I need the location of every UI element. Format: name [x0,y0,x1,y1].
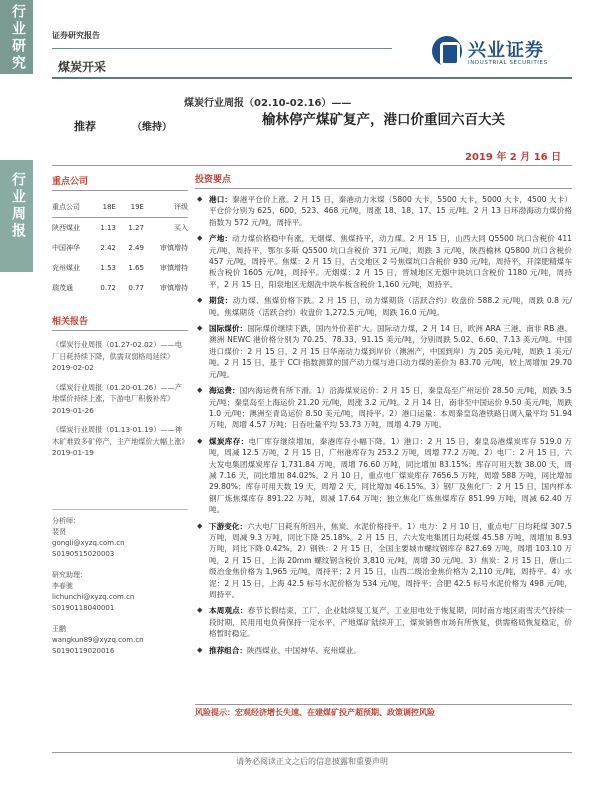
left-sidebar [0,0,33,800]
report-subtitle: 煤炭行业周报（02.10-02.16）—— [184,98,352,109]
analyst-role: 分析师： [52,516,80,525]
analyst-entry [52,624,188,657]
footer-divider [52,752,572,753]
analyst-license: S0190119020016 [52,646,115,655]
related-reports [52,308,188,459]
col-header: 18E [92,197,120,218]
point-body: 秦港平仓价上涨。2 月 15 日，秦港动力末煤（5800 大卡，5500 大卡，5000 大卡，4500 大卡）平仓价分别为 625、600、523、468 元/吨，周涨 18、18、17、15 元/吨。2 月 13 日环渤海动力煤价格指数为 572 元/吨，周持平。 [209,195,572,227]
key-companies-title: 重点公司 [52,168,188,191]
point-head: 期货： [209,296,233,306]
company-rating: 审慎增持 [160,284,188,292]
analyst-name: 王鹏 [52,624,66,633]
report-title-block [52,88,572,134]
point-body: 国内海运费有所下滑。1）沿海煤炭运价：2 月 15 日，秦皇岛至广州运价 28.50 元/吨，周跌 3.5 元/吨；秦皇岛至上海运价 21.20 元/吨，周涨 3.2 元/吨。2 月 14 日，南非至中国运价 9.50 美元/吨，周跌 1.0 元/吨；澳洲至青岛运价 8.50 美元/吨，周持平。2）港口运量：本周秦皇岛港铁路日调入量平均 51.94 万吨，周增 4.57 万吨；日吞吐量平均 53.73 万吨，周增 4.79 万吨。 [209,386,572,430]
report-date: 2019 年 2 月 16 日 [465,152,562,163]
point-head: 下游变化： [209,521,248,531]
eps-18e: 0.72 [100,284,116,292]
rating: 推荐 [74,120,96,133]
company-rating: 审慎增持 [160,264,188,272]
investment-point [195,436,572,516]
table-row [52,258,188,278]
company-name: 瑞茂通 [52,284,73,292]
analyst-license: S0190118040001 [52,603,115,612]
investment-point [195,295,572,318]
point-body: 动力煤、焦煤价格下跌。2 月 15 日，动力煤期货（活跃合约）收盘价 588.2 元/吨，周跌 0.8 元/吨。焦煤期货（活跃合约）收盘价 1,272.5 元/吨，周跌 16.0 元/吨。 [209,296,572,317]
sidebar-mid-block [0,160,33,272]
point-head: 港口： [209,195,233,204]
header-divider [52,48,392,49]
analyst-email[interactable]: lichunchi@xyzq.com.cn [52,592,135,601]
left-column [52,168,188,667]
eps-19e: 1.65 [128,264,144,272]
investment-point [195,385,572,431]
investment-points [195,168,572,656]
table-header-row [52,197,188,218]
eps-19e: 2.49 [128,244,144,252]
point-body: 国际煤价继续下跌，国内外价差扩大。国际动力煤，2 月 14 日，欧洲 ARA 三港、南非 RB 港、澳洲 NEWC 港价格分别为 70.25、78.33、91.15 美元/吨，分别周跌 5.02、6.60、7.13 美元/吨。中国进口煤价：2 月 15 日，2 月 15 日华南动力煤到岸价（澳洲产，中国到岸）为 205 美元/吨，周跌 1 美元/吨。2 月 15 日，基于 CCI 指数测算的国产动力煤与进口动力煤的差价为 83.70 元/吨，较上周增加 29.70 元/吨。 [209,324,572,379]
col-header: 评级 [148,197,188,218]
section-divider [52,165,572,166]
analyst-list [52,509,188,657]
key-companies-table [52,197,188,298]
point-body: 春节长假结束，工厂、企业陆续复工复产，工业用电处于恢复期，同时南方地区雨雪天气持续一段时期，民用用电负荷保持一定水平，产地煤矿陆续开工，煤炭销售市场有所恢复，供需格局恢复稳定，价格暂时稳定。 [209,606,573,639]
point-body: 动力煤价格稳中有涨，无烟煤、焦煤持平，动力煤。2 月 15 日，山西大同 Q5500 坑口含税价 411 元/吨，周持平，鄂尔多斯 Q5500 坑口含税价 371 元/吨，周跌 3 元/吨，陕西榆林 Q5800 坑口含税价 457 元/吨，周持平。焦煤：2 月 15 日，古交地区 2 号焦煤坑口含税价 930 元/吨，周持平，开滦肥精煤车板含税价 1605 元/吨，周持平。无烟煤：2 月 15 日，晋城地区无烟中块坑口含税价 1180 元/吨，周持平，2 月 15 日，阳泉地区无烟洗中块车板含税价 1,160 元/吨，周持平。 [209,234,572,289]
company-name: 兖州煤业 [52,264,80,272]
analyst-email[interactable]: wangkun89@xyzq.com.cn [52,635,144,644]
report-type-label: 证券研究报告 [52,31,100,40]
point-body: 六大电厂日耗有所回升，焦炭、水泥价格持平。1）电力：2 月 10 日，重点电厂日均耗煤 307.5 万吨，周减 9.3 万吨，同比下降 25.18%。2 月 15 日，六大发电集团日均耗煤 45.58 万吨，周增加 8.93 万吨，同比下降 0.42%。2）钢铁：2 月 15 日，全国主要城市螺纹钢库存 827.69 万吨，周增 103.10 万吨，2 月 15 日，上海 20mm 螺纹钢含税价 3,810 元/吨，周增 30 元/吨。3）焦炭：2 月 15 日，唐山二级冶金焦价格为 1,965 元/吨，周持平；2 月 15 日，山西二级冶金焦价格为 2,110 元/吨，周持平。4）水泥：2 月 15 日，上海 42.5 标号水泥价格为 534 元/吨，周持平；合肥 42.5 标号水泥价格为 498 元/吨，周持平。 [209,521,573,599]
rating-note: （维持） [132,122,172,133]
eps-18e: 2.42 [100,244,116,252]
point-head: 国际煤价： [209,324,248,334]
report-title: 榆林停产煤矿复产，港口价重回六百大关 [262,112,505,128]
investment-point [195,233,572,290]
company-name: 中国神华 [52,244,80,252]
sidebar-mid-label: 行业周报 [10,172,26,240]
analyst-entry [52,516,188,560]
industry-category: 煤炭开采 [58,60,107,74]
point-head: 推荐组合： [209,645,247,655]
header-divider-thick [52,77,572,79]
investment-point [195,605,572,639]
investment-point [195,645,572,656]
analyst-name: 裴贤 [52,527,66,536]
related-report-link[interactable]: 《煤炭行业周报（01.13-01.19）——神木矿难致多矿停产，主产地煤价大幅上涨》2019-01-19 [52,425,185,457]
investment-point [195,323,572,380]
related-reports-title: 相关报告 [52,308,188,331]
logo-mark-icon [432,36,462,66]
eps-19e: 1.27 [128,224,144,232]
eps-19e: 0.77 [128,284,144,292]
company-rating: 审慎增持 [160,244,188,252]
company-name: 陕西煤业 [52,224,80,232]
risk-warning: 风险提示：宏观经济增长失速、在建煤矿投产超预期、政策调控风险 [195,704,572,718]
point-head: 煤炭库存： [209,436,249,446]
company-rating: 买入 [174,224,188,232]
related-report-link[interactable]: 《煤炭行业周报（01.20-01.26）——产地煤价持续上涨，下游电厂积极补库》2019-01-26 [52,382,182,415]
investment-point [195,521,572,601]
related-report-link[interactable]: 《煤炭行业周报（01.27-02.02）——电厂日耗持续下降，供需双弱格局延续》2019-02-02 [52,340,182,372]
col-header: 19E [120,197,148,218]
eps-18e: 1.53 [100,264,116,272]
logo-english-name: INDUSTRIAL SECURITIES [468,60,548,66]
table-row [52,218,188,239]
company-logo [432,34,572,70]
analyst-role: 研究助理： [52,570,87,579]
logo-name: 兴业证券 [468,40,544,61]
analyst-email[interactable]: gongli@xyzq.com.cn [52,538,125,547]
point-body: 陕西煤业、中国神华、兖州煤业。 [246,645,361,655]
point-head: 海运费： [209,386,240,396]
table-row [52,238,188,258]
point-body: 电厂库存继续增加，秦港库存小幅下降。1）港口：2 月 15 日，秦皇岛港煤炭库存 519.0 万吨，周减 12.5 万吨，2 月 15 日，广州港库存为 253.2 万吨，周增 77.2 万吨。2）电厂：2 月 15 日，六大发电集团煤炭库存 1,731.84 万吨，周增 76.60 万吨，同比增加 83.15%；库存可用天数 38.00 天，周减 7.16 天，同比增加 84.02%。2 月 10 日，重点电厂煤炭库存 7656.5 万吨，周增 588 万吨，同比增加 29.80%；库存可用天数 19 天，周增 2 天，同比增加 46.15%。3）钢厂及焦化厂：2 月 15 日，国内样本钢厂炼焦煤库存 891.22 万吨，周减 17.64 万吨；独立焦化厂炼焦煤库存 851.99 万吨，周减 62.40 万吨。 [209,436,572,515]
sidebar-top-block [0,0,33,74]
point-head: 本周观点： [209,606,248,616]
analyst-entry [52,570,188,614]
analyst-license: S0190515020003 [52,549,115,558]
eps-18e: 1.13 [100,224,116,232]
col-header: 重点公司 [52,197,92,218]
table-row [52,278,188,298]
investment-point [195,194,572,228]
sidebar-top-label: 行业研究 [10,4,26,72]
point-head: 产地： [209,234,233,244]
disclaimer-footer: 请务必阅读正文之后的信息披露和重要声明 [236,757,388,766]
analyst-name: 李春驰 [52,581,73,590]
investment-title: 投资要点 [195,168,572,189]
